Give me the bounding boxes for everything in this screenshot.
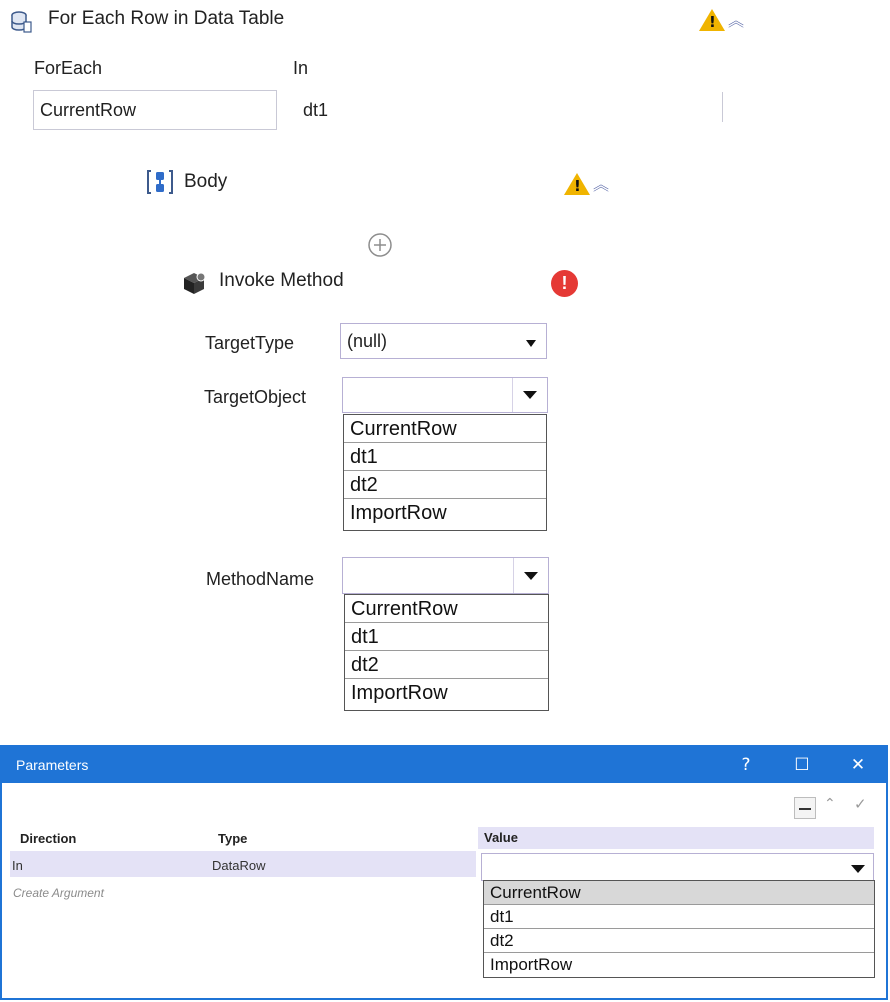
- method-name-dropdown[interactable]: [342, 557, 549, 594]
- parameters-dialog-titlebar[interactable]: [2, 747, 886, 783]
- method-name-option[interactable]: CurrentRow: [345, 595, 548, 623]
- method-name-options-list: [344, 594, 549, 711]
- invoke-method-error-icon: !: [551, 270, 578, 297]
- value-options-list: [483, 880, 875, 978]
- foreach-label: ForEach: [34, 58, 103, 78]
- method-name-dropdown-arrow-icon[interactable]: [513, 558, 548, 593]
- value-dropdown[interactable]: [481, 853, 874, 881]
- target-object-options-list: [343, 414, 547, 531]
- target-object-label: TargetObject: [204, 387, 307, 407]
- parameters-dialog-title: Parameters: [16, 757, 89, 773]
- target-object-option[interactable]: CurrentRow: [344, 415, 546, 443]
- move-up-chevron-icon[interactable]: ⌃: [824, 796, 836, 812]
- in-label: In: [293, 58, 309, 78]
- foreach-activity-icon: [10, 10, 32, 39]
- invoke-method-icon: [181, 270, 207, 301]
- direction-cell[interactable]: In: [12, 858, 23, 873]
- body-warning-icon: [564, 173, 590, 195]
- value-option[interactable]: ImportRow: [490, 955, 573, 974]
- method-name-option[interactable]: ImportRow: [351, 682, 448, 704]
- target-type-dropdown-arrow-icon[interactable]: [526, 331, 546, 352]
- foreach-activity-title[interactable]: For Each Row in Data Table: [48, 8, 285, 29]
- type-column-header[interactable]: Type: [218, 831, 248, 846]
- in-field-edge: [722, 92, 723, 122]
- value-option[interactable]: dt2: [484, 929, 874, 953]
- target-type-dropdown[interactable]: [340, 323, 547, 359]
- target-object-dropdown-arrow-icon[interactable]: [512, 378, 547, 412]
- target-type-value: (null): [347, 330, 388, 351]
- foreach-variable-field[interactable]: CurrentRow: [33, 90, 277, 130]
- help-button[interactable]: ?: [741, 755, 751, 775]
- method-name-option[interactable]: dt1: [345, 623, 548, 651]
- close-button[interactable]: ✕: [850, 755, 866, 775]
- add-activity-icon[interactable]: [367, 232, 393, 263]
- body-label[interactable]: Body: [184, 171, 228, 192]
- foreach-warning-icon: [699, 9, 725, 31]
- value-option-highlighted[interactable]: CurrentRow: [484, 881, 874, 905]
- direction-column-header[interactable]: Direction: [20, 831, 77, 846]
- foreach-collapse-chevron-icon[interactable]: ︽: [728, 11, 745, 30]
- method-name-option[interactable]: dt2: [345, 651, 548, 679]
- in-datatable-field[interactable]: dt1: [303, 100, 329, 120]
- target-object-option[interactable]: dt2: [344, 471, 546, 499]
- value-option[interactable]: dt1: [484, 905, 874, 929]
- delete-argument-button[interactable]: [794, 797, 816, 819]
- checkmark-icon[interactable]: ✓: [854, 795, 867, 813]
- create-argument-link[interactable]: Create Argument: [13, 886, 104, 900]
- value-column-header[interactable]: Value: [478, 827, 874, 849]
- value-dropdown-arrow-icon[interactable]: [851, 857, 873, 878]
- type-cell[interactable]: DataRow: [212, 858, 266, 873]
- target-object-option[interactable]: ImportRow: [350, 502, 447, 524]
- parameters-dialog: [0, 745, 888, 1000]
- body-collapse-chevron-icon[interactable]: ︽: [593, 175, 610, 194]
- body-sequence-icon: [145, 168, 175, 201]
- method-name-label: MethodName: [206, 569, 315, 589]
- target-object-option[interactable]: dt1: [344, 443, 546, 471]
- minus-icon: [799, 808, 811, 810]
- target-type-label: TargetType: [205, 333, 295, 353]
- target-object-dropdown[interactable]: [342, 377, 548, 413]
- invoke-method-title[interactable]: Invoke Method: [219, 270, 344, 291]
- maximize-button[interactable]: ☐: [794, 755, 810, 775]
